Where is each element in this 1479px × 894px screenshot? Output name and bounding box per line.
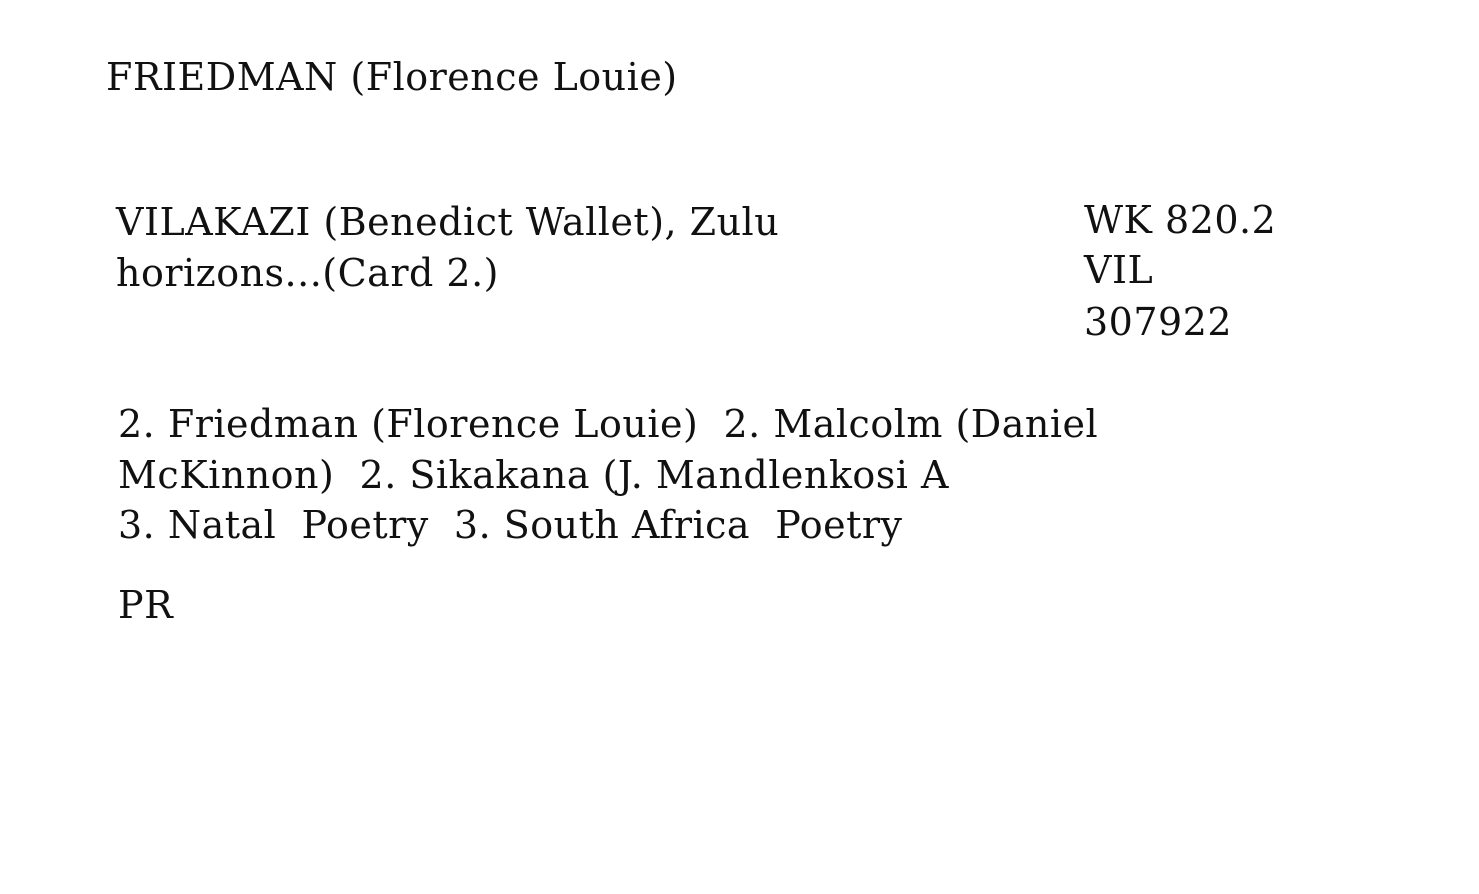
title-line-2: horizons...(Card 2.)	[116, 251, 499, 295]
tracing-line-3: 3. Natal Poetry 3. South Africa Poetry	[118, 503, 903, 547]
call-number-cutter: VIL	[1084, 248, 1154, 292]
title-line-1: VILAKAZI (Benedict Wallet), Zulu	[116, 200, 780, 244]
added-entry-heading: FRIEDMAN (Florence Louie)	[106, 55, 678, 99]
tracing-line-2: McKinnon) 2. Sikakana (J. Mandlenkosi A	[118, 453, 949, 497]
call-number-class: WK 820.2	[1084, 198, 1277, 242]
accession-number: 307922	[1084, 300, 1233, 344]
location-code: PR	[118, 583, 174, 627]
tracing-line-1: 2. Friedman (Florence Louie) 2. Malcolm (Daniel	[118, 402, 1099, 446]
